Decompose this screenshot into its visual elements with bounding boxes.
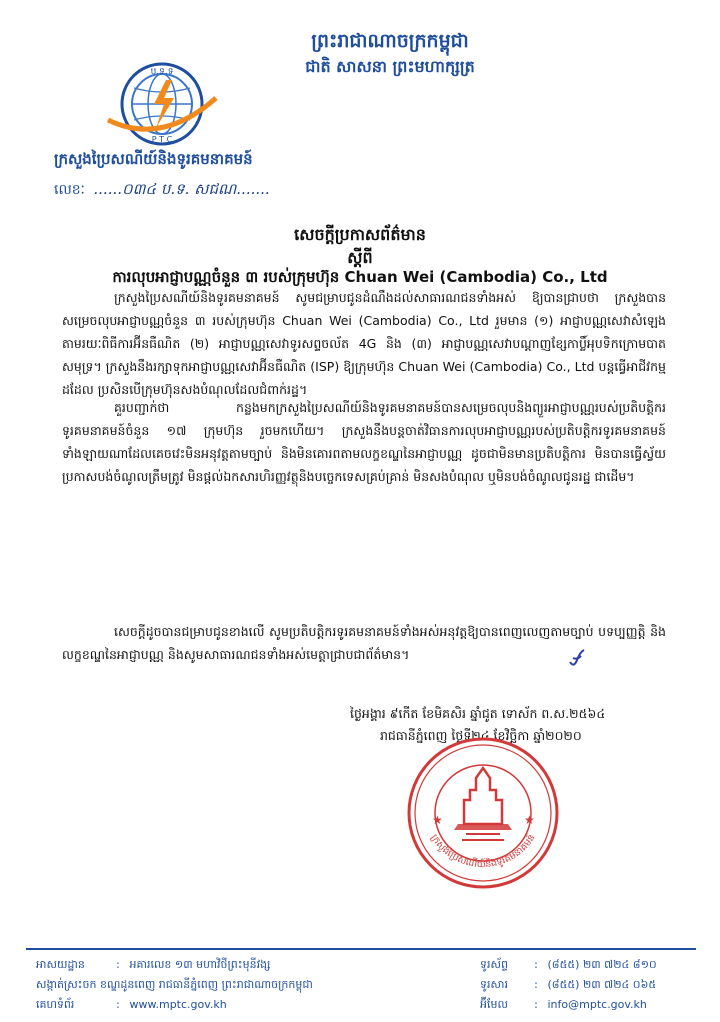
fax-label: ទូរសារ [480, 978, 508, 991]
separator: : [116, 998, 120, 1011]
reference-row [54, 180, 270, 202]
separator: : [534, 998, 538, 1011]
body-paragraph-1: ក្រសួងប្រៃសណីយ៍និងទូរគមនាគមន៍ សូមជម្រាបជូនដំណឹងដល់សាធារណជនទាំងអស់ ឱ្យបានជ្រាបថា ក្រសួងបានសម្រេចលុបអាជ្ញាបណ្ណចំនួន ៣ របស់ក្រុមហ៊ុន Chuan Wei (Cambodia) Co., Ltd រួមមាន (១) អាជ្ញាបណ្ណសេវាសំឡេងតាមរយៈពិធីការអ៊ីនធឺណិត (២) អាជ្ញាបណ្ណសេវាទូរសព្ទចល័ត 4G និង (៣) អាជ្ញាបណ្ណសេវាបណ្តាញខ្សែកាប្លិ៍អុបទិកក្រោមបាតសមុទ្រ។ ក្រសួងនឹងរក្សាទុកអាជ្ញាបណ្ណសេវាអ៊ីនធឺណិត (ISP) ឱ្យក្រុមហ៊ុន Chuan Wei (Cambodia) Co., Ltd បន្តធ្វើអាជីវកម្មដដែល ប្រសិនបើក្រុមហ៊ុនសងបំណុលដែលជំពាក់រដ្ឋ។ [62, 290, 666, 397]
solar-date: រាជធានីភ្នំពេញ ថ្ងៃទី២៤ ខែវិច្ឆិកា ឆ្នាំ២០២០ [380, 728, 582, 743]
document-title: សេចក្តីប្រកាសព័ត៌មាន [294, 225, 426, 244]
fax-number: (៨៥៥) ២៣ ៧២៤ ០៦៥ [547, 978, 657, 991]
logo-text-bottom: P T C [151, 135, 173, 144]
svg-text:ក្រសួងប្រៃសណីយ៍និងទូរគមនាគមន៍ [428, 832, 537, 871]
document-subtitle: ស្តីពី [347, 248, 373, 267]
phone-number: (៨៥៥) ២៣ ៧២៤ ៨១០ [547, 958, 657, 971]
lunar-date: ថ្ងៃអង្គារ ៩កើត ខែមិគសិរ ឆ្នាំជូត ទោស័ក ព.ស.២៥៦៤ [350, 706, 606, 721]
body-paragraph-3: សេចក្តីដូចបានជម្រាបជូនខាងលើ សូមប្រតិបត្តិករទូរគមនាគមន៍ទាំងអស់អនុវត្តឱ្យបានពេញលេញតាមច្បាប់ បទប្បញ្ញត្តិ និងលក្ខខណ្ឌនៃអាជ្ញាបណ្ណ និងសូមសាធារណជនទាំងអស់មេត្តាជ្រាបជាព័ត៌មាន។ [62, 624, 666, 662]
separator: : [116, 958, 120, 971]
address-line-1-row [110, 958, 270, 974]
nation-motto: ជាតិ សាសនា ព្រះមហាក្សត្រ [305, 57, 475, 76]
address-line-1: អគារលេខ ១៣ មហាវិថីព្រះមុនីវង្ស [129, 958, 271, 971]
website-label: គេហទំព័រ [36, 998, 75, 1011]
website-link[interactable]: www.mptc.gov.kh [129, 998, 227, 1011]
logo-text-top: ប.ទ.ទ [150, 67, 174, 77]
official-seal [404, 734, 562, 892]
email-row [528, 998, 647, 1011]
email-link[interactable]: info@mptc.gov.kh [547, 998, 647, 1011]
reference-number: ......០៣៤ ប.ទ. សជណ....... [93, 180, 270, 198]
document-subject: ការលុបអាជ្ញាបណ្ណចំនួន ៣ របស់ក្រុមហ៊ុន Chuan Wei (Cambodia) Co., Ltd [112, 268, 608, 286]
ministry-name: ក្រសួងប្រៃសណីយ៍និងទូរគមនាគមន៍ [54, 150, 253, 168]
initial-mark [568, 648, 586, 670]
phone-row [528, 958, 657, 974]
address-label: អាសយដ្ឋាន [36, 958, 85, 971]
ministry-logo [104, 58, 220, 154]
separator: : [534, 958, 538, 971]
kingdom-heading: ព្រះរាជាណាចក្រកម្ពុជា [311, 30, 469, 52]
reference-label: លេខៈ [54, 182, 85, 198]
footer-divider [26, 948, 696, 950]
body-paragraph-2: គួរបញ្ជាក់ថា កន្លងមកក្រសួងប្រៃសណីយ៍និងទូរគមនាគមន៍បានសម្រេចលុបនិងព្យួរអាជ្ញាបណ្ណរបស់ប្រតិបត្តិករទូរគមនាគមន៍ចំនួន ១៧ ក្រុមហ៊ុន រួចមកហើយ។ ក្រសួងនឹងបន្តចាត់វិធានការលុបអាជ្ញាបណ្ណរបស់ប្រតិបត្តិករទូរគមនាគមន៍ទាំងឡាយណាដែលគេចវេះមិនអនុវត្តតាមច្បាប់ និងមិនគោរពតាមលក្ខខណ្ឌនៃអាជ្ញាបណ្ណ ដូចជាមិនមានប្រតិបត្តិការ មិនបានធ្វើស្វ័យប្រកាសបង់ចំណូលត្រឹមត្រូវ មិនផ្តល់ឯកសារហិរញ្ញវត្ថុនិងបច្ចេកទេសគ្រប់គ្រាន់ មិនសងបំណុល ឬមិនបង់ចំណូលជូនរដ្ឋ ជាដើម។ [62, 400, 666, 484]
email-label: អ៊ីមែល [480, 998, 508, 1011]
svg-text:★: ★ [524, 813, 535, 827]
website-row [110, 998, 227, 1011]
seal-ring-text: ក្រសួងប្រៃសណីយ៍និងទូរគមនាគមន៍ [428, 832, 538, 871]
address-line-2: សង្កាត់ស្រះចក ខណ្ឌដូនពេញ រាជធានីភ្នំពេញ ព្រះរាជាណាចក្រកម្ពុជា [36, 978, 313, 991]
separator: : [534, 978, 538, 991]
svg-text:★: ★ [432, 813, 443, 827]
fax-row [528, 978, 656, 994]
phone-label: ទូរស័ព្ទ [480, 958, 508, 971]
